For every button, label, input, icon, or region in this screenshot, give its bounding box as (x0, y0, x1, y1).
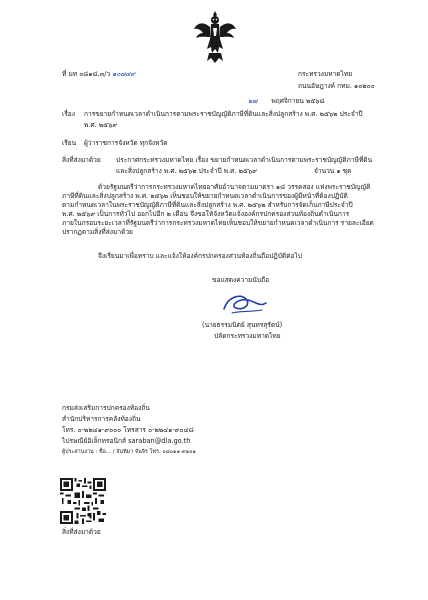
body-paragraph-2: จึงเรียนมาเพื่อทราบ และแจ้งให้องค์กรปกครองส่วนท้องถิ่นถือปฏิบัติต่อไป (98, 252, 302, 260)
enclosure-line-1: ประกาศกระทรวงมหาดไทย เรื่อง ขยายกำหนดเวลาดำเนินการตามพระราชบัญญัติภาษีที่ดิน (116, 156, 373, 164)
enclosure-line-2: และสิ่งปลูกสร้าง พ.ศ. ๒๕๖๒ ประจำปี พ.ศ. ๒๕๖๙ (116, 167, 257, 175)
footer-department: กรมส่งเสริมการปกครองท้องถิ่น (62, 404, 150, 412)
qr-caption: สิ่งที่ส่งมาด้วย (62, 528, 101, 536)
body-line: ภายในกรอบระยะเวลาที่รัฐมนตรีว่าการกระทรวงมหาดไทยเห็นชอบให้ขยายกำหนดเวลาดำเนินการ รายละเอียด (62, 219, 374, 227)
doc-number-handwritten: ๑๐๗๔๙ (112, 70, 136, 78)
letter-date (248, 97, 325, 106)
enclosure-count: จำนวน ๑ ชุด (314, 167, 352, 175)
body-line: ด้วยรัฐมนตรีว่าการกระทรวงมหาดไทยอาศัยอำนาจตามมาตรา ๑๘ วรรคสอง แห่งพระราชบัญญัติ (98, 183, 371, 191)
garuda-emblem-icon (193, 9, 237, 65)
footer-phone: โทร. ๐-๒๒๔๑-๙๐๐๐ โทรสาร ๐-๒๒๔๑-๙๐๔๘ (62, 426, 194, 434)
recipient-text: ผู้ว่าราชการจังหวัด ทุกจังหวัด (84, 139, 168, 147)
recipient-label: เรียน (62, 139, 77, 147)
ministry-address: ถนนอัษฎางค์ กทม. ๑๐๒๐๐ (298, 82, 375, 90)
subject-label: เรื่อง (62, 110, 75, 118)
body-line: ตามกำหนดเวลาในพระราชบัญญัติภาษีที่ดินและสิ่งปลูกสร้าง พ.ศ. ๒๕๖๒ สำหรับการจัดเก็บภาษีประจำปี (62, 201, 353, 209)
ministry-name: กระทรวงมหาดไทย (298, 70, 353, 78)
date-day-handwritten: ๒๗ (248, 97, 258, 105)
closing-salutation: ขอแสดงความนับถือ (212, 276, 270, 284)
doc-number-prefix: ที่ มท ๐๘๑๘.๓/ว (62, 70, 111, 78)
doc-number (62, 70, 135, 79)
body-paragraph-1 (62, 183, 374, 237)
signer-title: ปลัดกระทรวงมหาดไทย (214, 332, 281, 340)
enclosure-label: สิ่งที่ส่งมาด้วย (62, 156, 101, 164)
footer-coordinator: ผู้ประสานงาน : ชื่อ... / จันทิมา จันจิร โทร. ๐๘๐๑๑-๙๑๐๑ (62, 449, 196, 455)
footer-email: ไปรษณีย์อิเล็กทรอนิกส์ saraban@dla.go.th (62, 437, 191, 445)
signature-mark (218, 289, 270, 317)
body-line: ปรากฏตามสิ่งที่ส่งมาด้วย (62, 228, 133, 236)
subject-line-1: การขยายกำหนดเวลาดำเนินการตามพระราชบัญญัติภาษีที่ดินและสิ่งปลูกสร้าง พ.ศ. ๒๕๖๒ ประจำปี (84, 110, 363, 118)
body-line: พ.ศ. ๒๕๖๙ เป็นการทั่วไป ออกไปอีก ๒ เดือน จึงขอให้จังหวัดแจ้งองค์กรปกครองส่วนท้องถิ่นดำเนินการ (62, 210, 350, 218)
signer-name: (นายธรรมนิตย์ สุนทรสุรัตน์) (202, 321, 283, 329)
qr-code[interactable] (60, 478, 106, 524)
footer-division: สำนักบริหารการคลังท้องถิ่น (62, 415, 141, 423)
body-line: ภาษีที่ดินและสิ่งปลูกสร้าง พ.ศ. ๒๕๖๒ เห็นชอบให้ขยายกำหนดเวลาดำเนินการของผู้มีหน้าที่ต้องปฏิบัติ (62, 192, 348, 200)
date-month-year: พฤศจิกายน ๒๕๖๘ (271, 97, 325, 105)
subject-line-2: พ.ศ. ๒๕๖๙ (84, 121, 118, 129)
